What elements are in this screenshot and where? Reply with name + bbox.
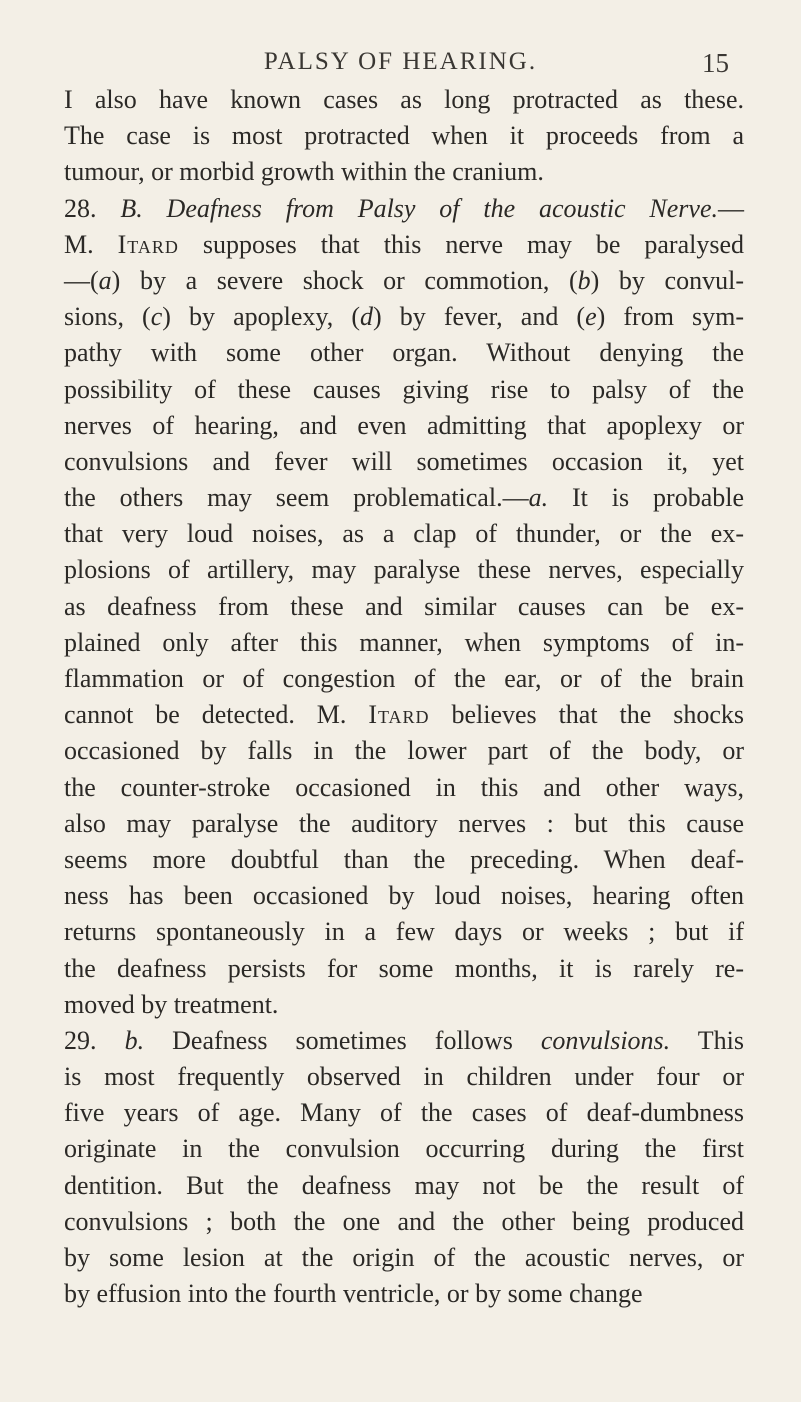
text-line: 29. b. Deafness sometimes follows convulsions. This xyxy=(64,1025,744,1055)
text-line: is most frequently observed in children under four or xyxy=(64,1062,744,1092)
text-line: also may paralyse the auditory nerves : but this cause xyxy=(64,808,744,838)
page-number: 15 xyxy=(702,48,729,78)
text-line: the counter-stroke occasioned in this and other ways, xyxy=(64,772,744,802)
text-line: sions, (c) by apoplexy, (d) by fever, and (e) from sym- xyxy=(64,302,745,332)
text-line: dentition. But the deafness may not be the result of xyxy=(64,1170,744,1200)
text-line: flammation or of congestion of the ear, or of the brain xyxy=(64,664,744,693)
text-line: that very loud noises, as a clap of thunder, or the ex- xyxy=(64,519,744,549)
text-line: tumour, or morbid growth within the cranium. xyxy=(64,157,544,187)
text-line: originate in the convulsion occurring during the first xyxy=(64,1134,744,1164)
text-line: five years of age. Many of the cases of deaf-dumbness xyxy=(64,1098,744,1128)
text-line: possibility of these causes giving rise to palsy of the xyxy=(64,374,744,404)
text-line: M. Itard supposes that this nerve may be paralysed xyxy=(64,229,744,259)
text-line: cannot be detected. M. Itard believes that the shocks xyxy=(64,700,744,730)
text-line: returns spontaneously in a few days or weeks ; but if xyxy=(64,917,744,947)
text-line: pathy with some other organ. Without denying the xyxy=(64,338,744,368)
text-line: by effusion into the fourth ventricle, or by some change xyxy=(64,1279,643,1309)
text-line: ness has been occasioned by loud noises, hearing often xyxy=(64,881,744,911)
text-line: convulsions ; both the one and the other being produced xyxy=(64,1206,744,1236)
text-line: plained only after this manner, when symptoms of in- xyxy=(64,627,744,657)
text-line: the others may seem problematical.—a. It is probable xyxy=(64,483,744,513)
text-line: as deafness from these and similar causes can be ex- xyxy=(64,591,744,621)
text-line: nerves of hearing, and even admitting that apoplexy or xyxy=(64,410,744,440)
text-line: —(a) by a severe shock or commotion, (b) by convul- xyxy=(64,265,744,295)
text-line: seems more doubtful than the preceding. When deaf- xyxy=(64,844,744,874)
text-line: by some lesion at the origin of the acoustic nerves, or xyxy=(64,1243,744,1272)
text-line: the deafness persists for some months, it is rarely re- xyxy=(64,953,744,983)
text-line: occasioned by falls in the lower part of the body, or xyxy=(64,736,744,766)
text-line: The case is most protracted when it proceeds from a xyxy=(64,121,744,151)
body-text xyxy=(64,82,744,1312)
text-line: convulsions and fever will sometimes occasion it, yet xyxy=(64,446,744,476)
text-line: plosions of artillery, may paralyse these nerves, especially xyxy=(64,555,744,585)
text-line: moved by treatment. xyxy=(64,989,279,1019)
text-line: 28. B. Deafness from Palsy of the acoustic Nerve.— xyxy=(64,193,745,223)
running-head: PALSY OF HEARING. xyxy=(263,48,538,75)
text-line: I also have known cases as long protracted as these. xyxy=(64,85,744,114)
